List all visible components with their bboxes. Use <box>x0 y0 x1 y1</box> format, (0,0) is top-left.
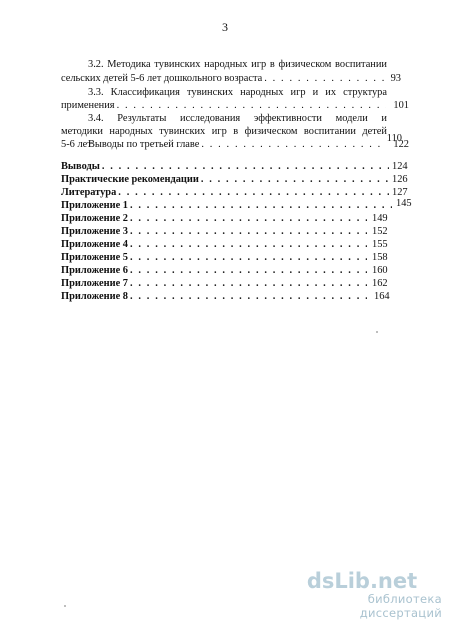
leader-dots <box>130 265 367 277</box>
toc-label: Литература <box>61 187 117 198</box>
toc-label: Приложение 2 <box>61 213 129 224</box>
toc-entry-chapter-3-conclusions-text: Выводы по третьей главе <box>88 139 200 150</box>
toc-entry-3-3-page: 101 <box>393 100 409 111</box>
toc-entry-3-3-line-1: 3.3. Классификация тувинских народных игр и их структура <box>88 87 387 98</box>
toc-entry-3-2-page: 93 <box>390 73 401 84</box>
toc-appendix-7-page: 162 <box>372 278 388 289</box>
toc-label: Приложение 8 <box>61 291 129 302</box>
toc-practical-recommendations-page: 126 <box>392 174 408 185</box>
leader-dots <box>117 100 386 112</box>
toc-entry-3-4-line-1: 3.4. Результаты исследования эффективности модели и <box>88 113 387 124</box>
toc-label: Приложение 7 <box>61 278 129 289</box>
watermark <box>282 570 442 620</box>
toc-entry-chapter-3-conclusions <box>88 139 388 151</box>
toc-label: Приложение 4 <box>61 239 129 250</box>
toc-appendix-8-page: 164 <box>374 291 390 302</box>
toc-conclusions <box>61 161 391 173</box>
leader-dots <box>130 226 367 238</box>
scan-speck <box>376 331 378 333</box>
toc-label: Приложение 1 <box>61 200 129 211</box>
watermark-subtitle: библиотека диссертаций <box>359 592 442 620</box>
toc-entry-3-2-line-1: 3.2. Методика тувинских народных игр в физическом воспитании <box>88 59 387 70</box>
toc-entry-3-4-line-2: методики народных тувинских игр в физическом воспитании детей <box>61 126 387 137</box>
toc-conclusions-page: 124 <box>392 161 408 172</box>
toc-appendix-6-page: 160 <box>372 265 388 276</box>
scan-speck <box>64 605 66 607</box>
leader-dots <box>264 73 386 85</box>
toc-appendix-5 <box>61 252 369 264</box>
page-number: 3 <box>222 20 228 34</box>
watermark-logo: dsLib.net <box>306 569 418 593</box>
toc-appendix-7 <box>61 278 369 290</box>
toc-appendix-3 <box>61 226 369 238</box>
toc-entry-3-2-text: сельских детей 5-6 лет дошкольного возраста <box>61 73 263 84</box>
toc-appendix-8 <box>61 291 369 303</box>
leader-dots <box>130 252 367 264</box>
toc-appendix-6 <box>61 265 369 277</box>
toc-appendix-4 <box>61 239 369 251</box>
leader-dots <box>118 187 389 199</box>
leader-dots <box>201 174 389 186</box>
toc-appendix-3-page: 152 <box>372 226 388 237</box>
toc-appendix-5-page: 158 <box>372 252 388 263</box>
toc-entry-3-4-page: 110 <box>386 133 402 144</box>
leader-dots <box>130 213 367 225</box>
leader-dots <box>130 291 367 303</box>
leader-dots <box>130 278 367 290</box>
toc-entry-3-2-line-2 <box>61 73 388 85</box>
toc-appendix-1 <box>61 200 394 212</box>
toc-entry-3-3-text: применения <box>61 100 115 111</box>
toc-appendix-1-page: 145 <box>396 198 412 209</box>
toc-label: Приложение 5 <box>61 252 129 263</box>
toc-label: Приложение 6 <box>61 265 129 276</box>
toc-literature <box>61 187 391 199</box>
toc-entry-chapter-3-conclusions-page: 122 <box>393 139 409 150</box>
toc-appendix-2-page: 149 <box>372 213 388 224</box>
toc-label: Приложение 3 <box>61 226 129 237</box>
leader-dots <box>130 200 392 212</box>
toc-label: Выводы <box>61 161 100 172</box>
toc-appendix-2 <box>61 213 369 225</box>
toc-entry-3-3-line-2 <box>61 100 388 112</box>
toc-appendix-4-page: 155 <box>372 239 388 250</box>
toc-label: Практические рекомендации <box>61 174 199 185</box>
leader-dots <box>201 139 386 151</box>
leader-dots <box>102 161 389 173</box>
toc-literature-page: 127 <box>392 187 408 198</box>
toc-practical-recommendations <box>61 174 391 186</box>
toc-entry-3-4-line-3: 5-6 лет <box>61 139 92 150</box>
leader-dots <box>130 239 367 251</box>
